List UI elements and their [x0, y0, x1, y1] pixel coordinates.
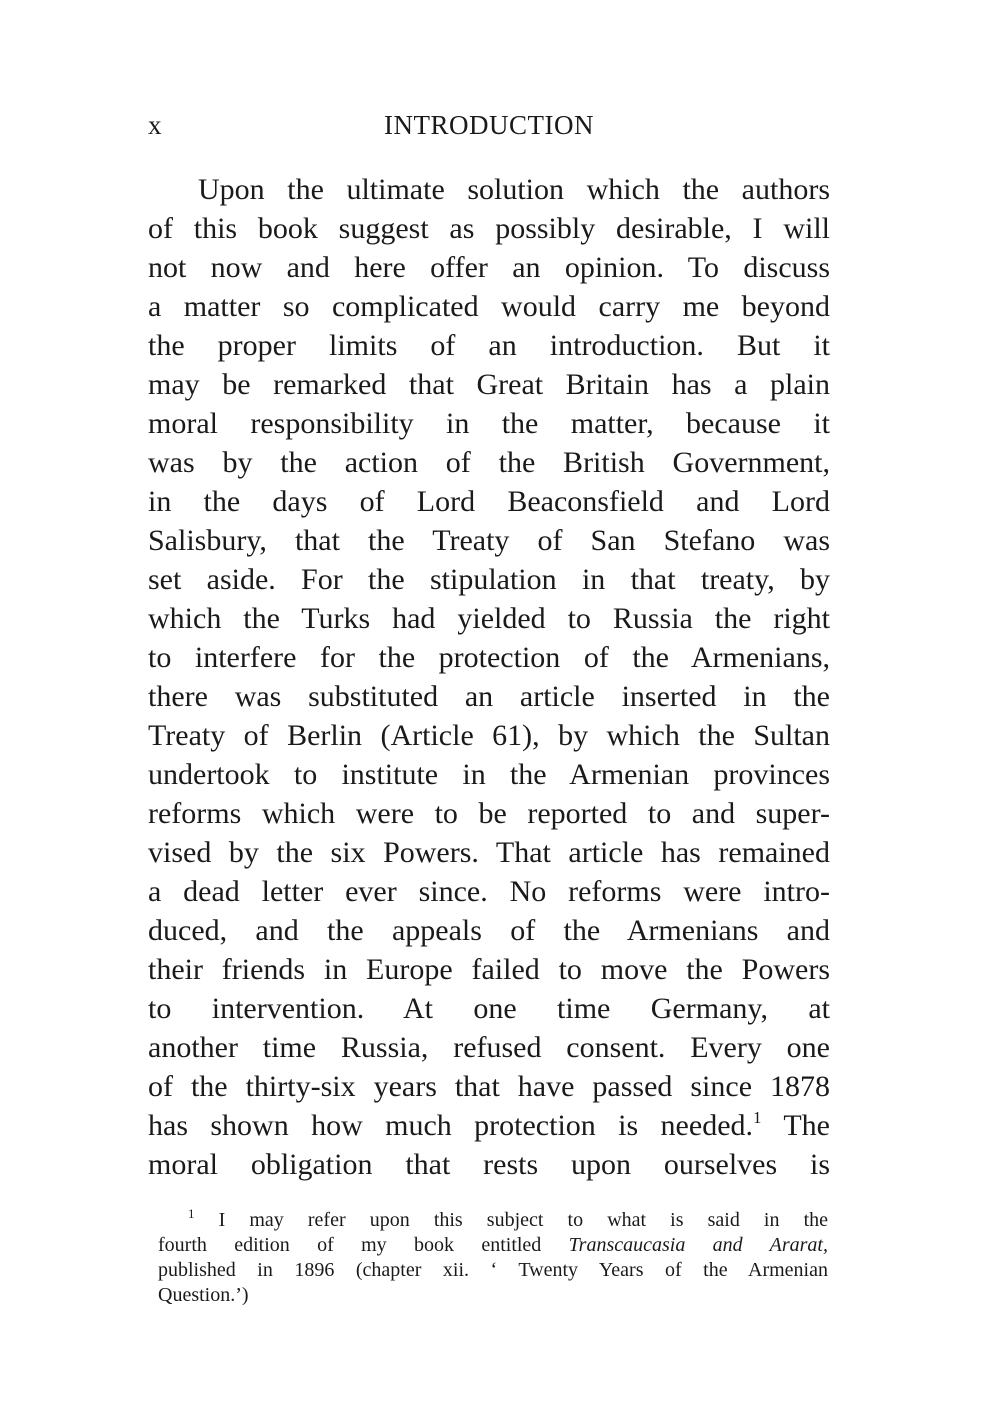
text-line: was by the action of the British Government,	[148, 446, 830, 479]
text-line: to interfere for the protection of the Armenians,	[148, 641, 830, 674]
footnote-line: Question.’)	[158, 1284, 249, 1306]
text-line: moral responsibility in the matter, because it	[148, 407, 830, 440]
text-line: duced, and the appeals of the Armenians and	[148, 914, 830, 947]
text-line: to intervention. At one time Germany, at	[148, 992, 830, 1025]
text-line: the proper limits of an introduction. But it	[148, 329, 830, 362]
footnote-line: fourth edition of my book entitled Transcaucasia and Ararat,	[158, 1234, 828, 1256]
text-line: Salisbury, that the Treaty of San Stefano was	[148, 524, 830, 557]
text-line-end: The	[783, 1109, 830, 1142]
page-number: x	[148, 110, 162, 140]
text-line: undertook to institute in the Armenian provinces	[148, 758, 830, 791]
text-line: reforms which were to be reported to and super-	[148, 797, 830, 830]
text-line: their friends in Europe failed to move the Powers	[148, 953, 830, 986]
book-title: Transcaucasia and Ararat,	[568, 1234, 828, 1256]
running-head	[148, 110, 830, 144]
text-line: a matter so complicated would carry me beyond	[148, 290, 830, 323]
text-line: moral obligation that rests upon ourselves is	[148, 1148, 830, 1181]
text-line: vised by the six Powers. That article has remained	[148, 836, 830, 869]
text-line: another time Russia, refused consent. Every one	[148, 1031, 830, 1064]
text-line: of this book suggest as possibly desirable, I will	[148, 212, 830, 245]
text-line: which the Turks had yielded to Russia the right	[148, 602, 830, 635]
text-line: not now and here offer an opinion. To discuss	[148, 251, 830, 284]
body-text	[148, 170, 830, 1184]
footnote-line: published in 1896 (chapter xii. ‘ Twenty Years of the Armenian	[158, 1259, 828, 1281]
text-line-start: has shown how much protection is needed.	[148, 1109, 754, 1142]
footnote-reference[interactable]: 1	[753, 1108, 762, 1127]
footnote-marker: 1	[188, 1206, 195, 1221]
footnote	[158, 1208, 828, 1308]
text-line: Upon the ultimate solution which the authors	[198, 173, 830, 206]
text-line: may be remarked that Great Britain has a plain	[148, 368, 830, 401]
chapter-title: INTRODUCTION	[384, 110, 594, 140]
text-line: of the thirty-six years that have passed since 1878	[148, 1070, 830, 1103]
text-line: there was substituted an article inserted in the	[148, 680, 830, 713]
text-line: a dead letter ever since. No reforms were intro-	[148, 875, 830, 908]
text-line-with-footnote-ref	[148, 1106, 830, 1145]
text-line: Treaty of Berlin (Article 61), by which the Sultan	[148, 719, 830, 752]
text-line: in the days of Lord Beaconsfield and Lord	[148, 485, 830, 518]
footnote-line: $^1$ I may refer upon this subject to what is said in the	[188, 1206, 829, 1231]
text-line: set aside. For the stipulation in that treaty, by	[148, 563, 830, 596]
